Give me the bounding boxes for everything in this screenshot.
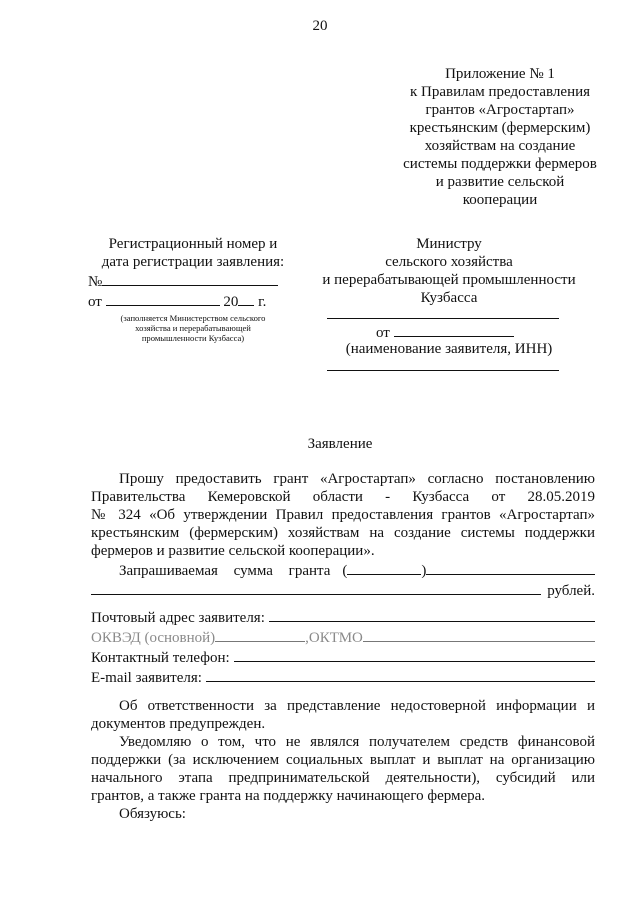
registration-note-line: промышленности Кузбасса)	[141, 333, 245, 343]
responsibility-line: документов предупрежден.	[91, 716, 266, 732]
postal-address-field[interactable]	[269, 607, 595, 622]
applicant-from-row	[376, 322, 514, 342]
applicant-inn-field[interactable]	[327, 370, 559, 371]
oktmo-field[interactable]	[363, 627, 595, 642]
amount-open: (	[342, 563, 348, 579]
applicant-from-field[interactable]	[394, 322, 514, 337]
appendix-line: Приложение № 1	[445, 66, 555, 82]
appendix-line: кооперации	[462, 192, 538, 208]
postal-address-label: Почтовый адрес заявителя:	[91, 610, 265, 626]
addressee-line: Министру	[416, 236, 482, 252]
okved-label: ОКВЭД (основной)	[91, 630, 216, 646]
appendix-line: крестьянским (фермерским)	[409, 120, 591, 136]
amount-label: Запрашиваемая сумма гранта	[119, 563, 331, 579]
oktmo-label: ,ОКТМО	[305, 630, 363, 646]
appendix-line: и развитие сельской	[435, 174, 565, 190]
rubles-label: рублей.	[547, 583, 595, 599]
amount-row	[91, 560, 595, 580]
email-label: E-mail заявителя:	[91, 670, 202, 686]
registration-date-row	[88, 291, 298, 311]
addressee-line: Кузбасса	[420, 290, 478, 306]
registration-note-line: (заполняется Министерством сельского	[120, 313, 266, 323]
responsibility-line: Об ответственности за представление недостоверной информации и	[119, 698, 595, 714]
notice-line-last: грантов, а также гранта на поддержку начинающего фермера.	[91, 788, 486, 804]
amount-close: )	[421, 563, 427, 579]
addressee-line: сельского хозяйства	[385, 254, 513, 270]
appendix-block	[380, 65, 620, 209]
amount-words-field-2[interactable]	[91, 580, 541, 595]
appendix-line: грантов «Агростартап»	[425, 102, 575, 118]
email-row	[91, 667, 595, 687]
okved-row	[91, 627, 595, 647]
request-line: крестьянским (фермерским) хозяйствам на создание системы поддержки	[91, 525, 595, 541]
number-prefix: №	[88, 274, 103, 290]
request-line: Прошу предоставить грант «Агростартап» согласно постановлению	[119, 471, 595, 487]
registration-line1: Регистрационный номер и	[108, 236, 278, 252]
registration-date-field[interactable]	[106, 291, 220, 306]
okved-field[interactable]	[215, 627, 305, 642]
request-line: Правительства Кемеровской области - Кузбасса от 28.05.2019	[91, 489, 595, 505]
addressee-block	[318, 235, 580, 307]
addressee-line: и перерабатывающей промышленности	[322, 272, 576, 288]
page-number: 20	[312, 18, 328, 34]
notice-line: Уведомляю о том, что не являлся получателем средств финансовой	[119, 734, 595, 750]
year-text: 20	[223, 294, 239, 310]
amount-words-field[interactable]	[426, 560, 595, 575]
email-field[interactable]	[206, 667, 595, 682]
responsibility-paragraph	[91, 697, 595, 733]
registration-note-line: хозяйства и перерабатывающей	[135, 323, 251, 333]
obligation-line: Обязуюсь:	[119, 806, 186, 822]
appendix-line: к Правилам предоставления	[409, 84, 591, 100]
postal-address-row	[91, 607, 595, 627]
year-suffix: г.	[258, 294, 267, 310]
phone-row	[91, 647, 595, 667]
document-title: Заявление	[307, 436, 373, 452]
applicant-caption: (наименование заявителя, ИНН)	[345, 341, 553, 357]
notice-line: поддержки (за исключением социальных выплат и выплат на организацию	[91, 752, 595, 768]
from-prefix: от	[376, 325, 390, 341]
applicant-fields	[91, 607, 595, 687]
registration-year-field[interactable]	[238, 291, 254, 306]
registration-block	[88, 235, 298, 343]
registration-number-field[interactable]	[102, 271, 278, 286]
appendix-line: хозяйствам на создание	[424, 138, 576, 154]
registration-number-row	[88, 271, 298, 291]
phone-label: Контактный телефон:	[91, 650, 230, 666]
request-paragraph	[91, 470, 595, 600]
amount-digits-field[interactable]	[347, 560, 421, 575]
registration-line2: дата регистрации заявления:	[101, 254, 285, 270]
request-line-last: фермеров и развитие сельской кооперации».	[91, 543, 375, 559]
request-line: № 324 «Об утверждении Правил предоставления грантов «Агростартап»	[91, 507, 595, 523]
applicant-name-field[interactable]	[327, 318, 559, 319]
notice-line: начального этапа предпринимательской деятельности), субсидий или	[91, 770, 595, 786]
phone-field[interactable]	[234, 647, 595, 662]
amount-row-2	[91, 580, 595, 600]
notice-paragraph	[91, 733, 595, 823]
appendix-line: системы поддержки фермеров	[403, 156, 597, 172]
date-prefix: от	[88, 294, 102, 310]
